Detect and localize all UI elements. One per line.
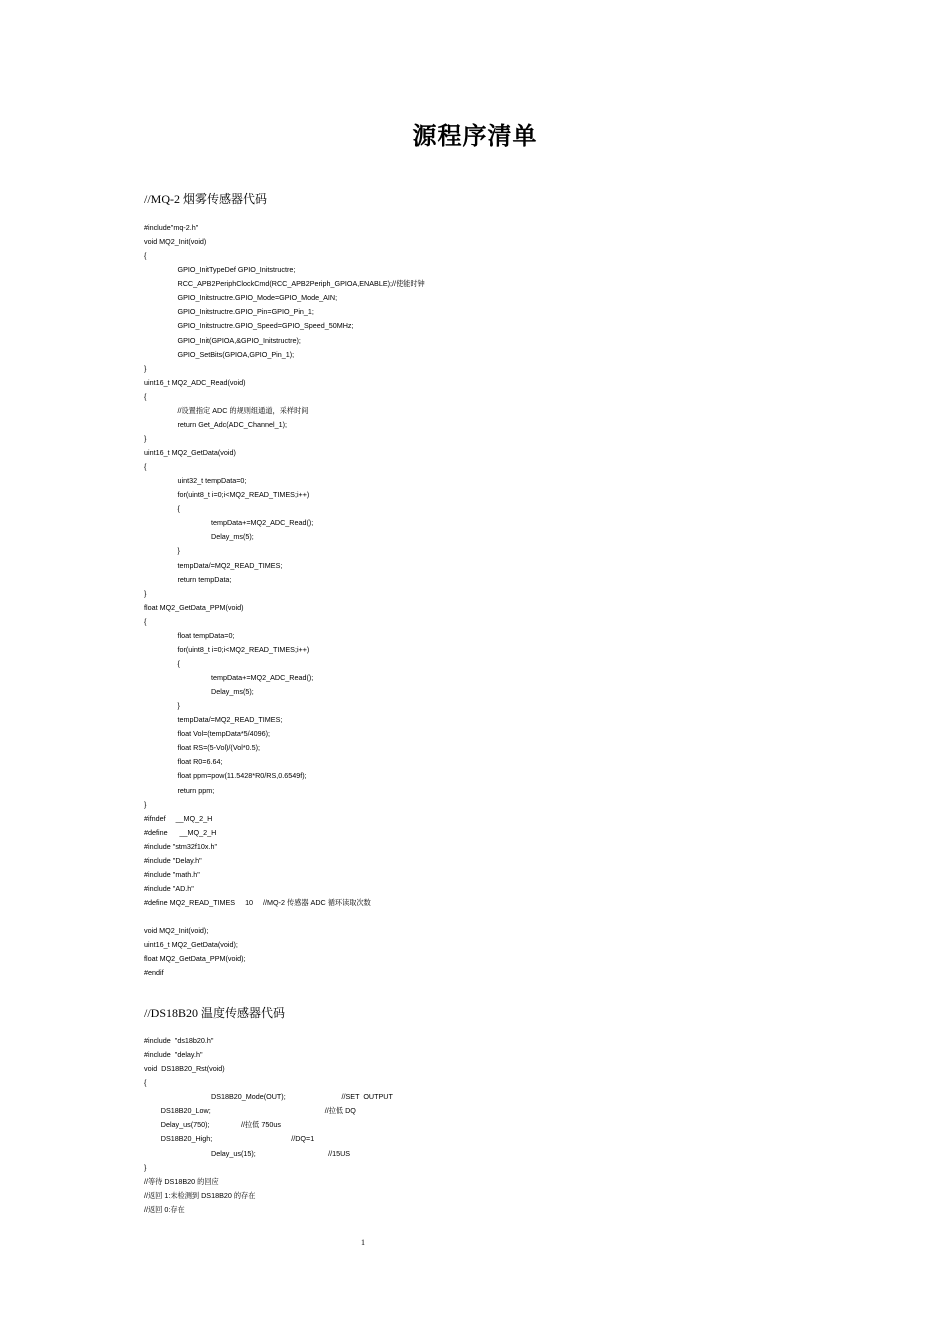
- code-text: float R0=6.64;: [177, 757, 223, 767]
- code-text: }: [144, 363, 147, 373]
- code-text: #ifndef __MQ_2_H: [144, 813, 213, 823]
- code-text: tempData/=MQ2_READ_TIMES;: [177, 715, 283, 725]
- code-text: DS18B20_Low;: [160, 1106, 211, 1116]
- code-text: return tempData;: [177, 574, 232, 584]
- code-text: {: [144, 251, 147, 261]
- code-comment: //DQ=1: [291, 1134, 315, 1144]
- code-text: #include "delay.h": [144, 1050, 203, 1060]
- code-text: #include"mq-2.h": [144, 223, 199, 232]
- code-text: }: [177, 546, 180, 556]
- code-text: return Get_Adc(ADC_Channel_1);: [177, 419, 287, 429]
- code-text: return ppm;: [177, 785, 215, 795]
- code-text: uint16_t MQ2_GetData(void): [144, 448, 236, 457]
- code-text: void DS18B20_Rst(void): [144, 1064, 225, 1074]
- code-text: //设置指定 ADC 的规则组通道，采样时间: [177, 405, 309, 415]
- code-text: {: [144, 616, 147, 626]
- code-text: void MQ2_Init(void);: [144, 926, 209, 936]
- code-comment: //15US: [328, 1148, 351, 1158]
- code-text: {: [144, 462, 147, 472]
- code-text: {: [144, 1078, 147, 1088]
- code-text: GPIO_SetBits(GPIOA,GPIO_Pin_1);: [177, 349, 295, 359]
- code-text: GPIO_Init(GPIOA,&GPIO_Initstructre);: [177, 335, 301, 345]
- code-comment: //拉低 750us: [241, 1120, 281, 1130]
- code-text: Delay_ms(5);: [211, 532, 254, 542]
- code-text: GPIO_InitTypeDef GPIO_Initstructre;: [177, 265, 296, 275]
- code-text: DS18B20_High;: [160, 1134, 213, 1144]
- page-number: 1: [361, 1238, 365, 1247]
- code-text: #include "ds18b20.h": [144, 1036, 214, 1045]
- code-text: for(uint8_t i=0;i<MQ2_READ_TIMES;i++): [177, 490, 310, 500]
- code-text: tempData+=MQ2_ADC_Read();: [211, 518, 314, 528]
- code-text: Delay_us(15);: [211, 1148, 256, 1158]
- code-text: float RS=(5-Vol)/(Vol*0.5);: [177, 743, 260, 753]
- code-text: tempData/=MQ2_READ_TIMES;: [177, 560, 283, 570]
- code-text: Delay_us(750);: [160, 1120, 210, 1130]
- page-title: 源程序清单: [412, 121, 538, 150]
- code-text: float Vol=(tempData*5/4096);: [177, 729, 270, 739]
- code-text: Delay_ms(5);: [211, 687, 254, 697]
- code-text: {: [177, 658, 180, 668]
- code-text: uint16_t MQ2_GetData(void);: [144, 940, 238, 950]
- code-text: }: [144, 588, 147, 598]
- code-text: //返回 1:未检测到 DS18B20 的存在: [144, 1190, 256, 1200]
- code-text: {: [144, 391, 147, 401]
- code-text: #include "AD.h": [144, 883, 194, 893]
- code-text: #define __MQ_2_H: [144, 827, 217, 837]
- code-text: RCC_APB2PeriphClockCmd(RCC_APB2Periph_GPIOA,ENABLE);//使能时钟: [177, 279, 425, 289]
- code-text: //等待 DS18B20 的回应: [144, 1176, 219, 1186]
- code-text: #include "stm32f10x.h": [144, 841, 218, 851]
- code-text: uint16_t MQ2_ADC_Read(void): [144, 377, 246, 387]
- code-text: #include "math.h": [144, 869, 200, 879]
- code-text: GPIO_Initstructre.GPIO_Pin=GPIO_Pin_1;: [177, 307, 314, 317]
- code-text: //返回 0:存在: [144, 1204, 185, 1214]
- code-text: float MQ2_GetData_PPM(void): [144, 602, 244, 612]
- code-text: float ppm=pow(11.5428*R0/RS,0.6549f);: [177, 771, 307, 781]
- code-text: }: [144, 1162, 147, 1172]
- code-text: #endif: [144, 968, 164, 978]
- section-heading-ds18b20: //DS18B20 温度传感器代码: [144, 1006, 286, 1020]
- code-text: }: [177, 701, 180, 711]
- code-text: for(uint8_t i=0;i<MQ2_READ_TIMES;i++): [177, 644, 310, 654]
- code-text: uint32_t tempData=0;: [177, 476, 247, 486]
- code-text: DS18B20_Mode(OUT);: [211, 1092, 286, 1102]
- code-text: GPIO_Initstructre.GPIO_Speed=GPIO_Speed_50MHz;: [177, 321, 354, 331]
- code-text: #include "Delay.h": [144, 855, 202, 865]
- code-text: }: [144, 799, 147, 809]
- code-text: void MQ2_Init(void): [144, 237, 207, 247]
- code-comment: //拉低 DQ: [324, 1106, 356, 1116]
- code-text: {: [177, 504, 180, 514]
- code-text: tempData+=MQ2_ADC_Read();: [211, 673, 314, 682]
- code-comment: //SET OUTPUT: [341, 1092, 393, 1102]
- code-text: }: [144, 433, 147, 443]
- section-heading-mq2: //MQ-2 烟雾传感器代码: [144, 192, 268, 206]
- code-text: GPIO_Initstructre.GPIO_Mode=GPIO_Mode_AIN;: [177, 293, 338, 303]
- code-text: float tempData=0;: [177, 630, 235, 640]
- code-text: #define MQ2_READ_TIMES 10 //MQ-2 传感器 ADC 循环读取次数: [144, 898, 371, 907]
- code-text: float MQ2_GetData_PPM(void);: [144, 954, 246, 964]
